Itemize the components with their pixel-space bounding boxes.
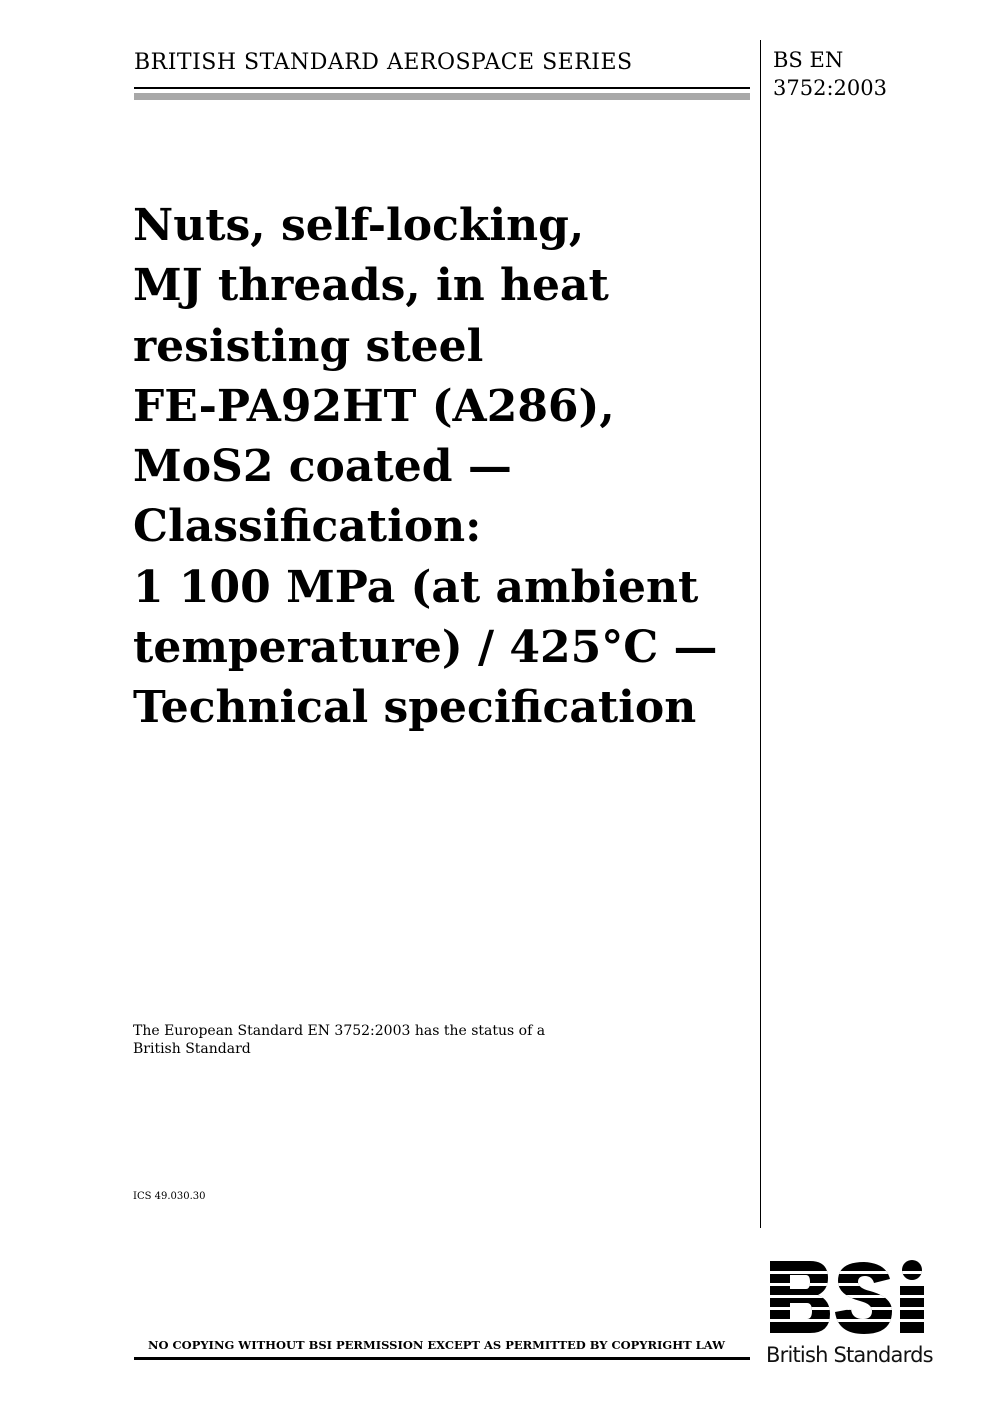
copyright-notice: NO COPYING WITHOUT BSI PERMISSION EXCEPT AS PERMITTED BY COPYRIGHT LAW	[148, 1338, 726, 1352]
title-line: temperature) / 425°C —	[133, 622, 718, 674]
series-title: BRITISH STANDARD AEROSPACE SERIES	[134, 50, 633, 75]
bsi-logo-icon	[768, 1259, 946, 1335]
bsi-logo-subtitle: British Standards	[766, 1343, 933, 1367]
title-line: MoS2 coated —	[133, 441, 512, 493]
header-rule-thin	[134, 87, 750, 89]
header-rule-thick	[134, 93, 750, 100]
status-line: British Standard	[133, 1041, 251, 1057]
title-line: Classification:	[133, 501, 482, 553]
title-line: 1 100 MPa (at ambient	[133, 561, 699, 613]
status-statement	[133, 1022, 545, 1058]
title-line: FE-PA92HT (A286),	[133, 380, 615, 432]
title-line: Nuts, self-locking,	[133, 200, 585, 251]
ics-code: ICS 49.030.30	[133, 1191, 206, 1202]
document-number	[773, 46, 887, 102]
document-number-code: 3752:2003	[773, 76, 887, 100]
title-line: MJ threads, in heat	[133, 260, 609, 312]
document-number-prefix: BS EN	[773, 48, 844, 72]
status-line: The European Standard EN 3752:2003 has the status of a	[133, 1023, 546, 1039]
bsi-logo	[764, 1259, 946, 1367]
document-title	[133, 196, 753, 739]
margin-divider	[760, 40, 761, 1228]
title-line: resisting steel	[133, 320, 484, 372]
footer-rule	[134, 1357, 750, 1360]
title-line: Technical specification	[133, 682, 697, 734]
